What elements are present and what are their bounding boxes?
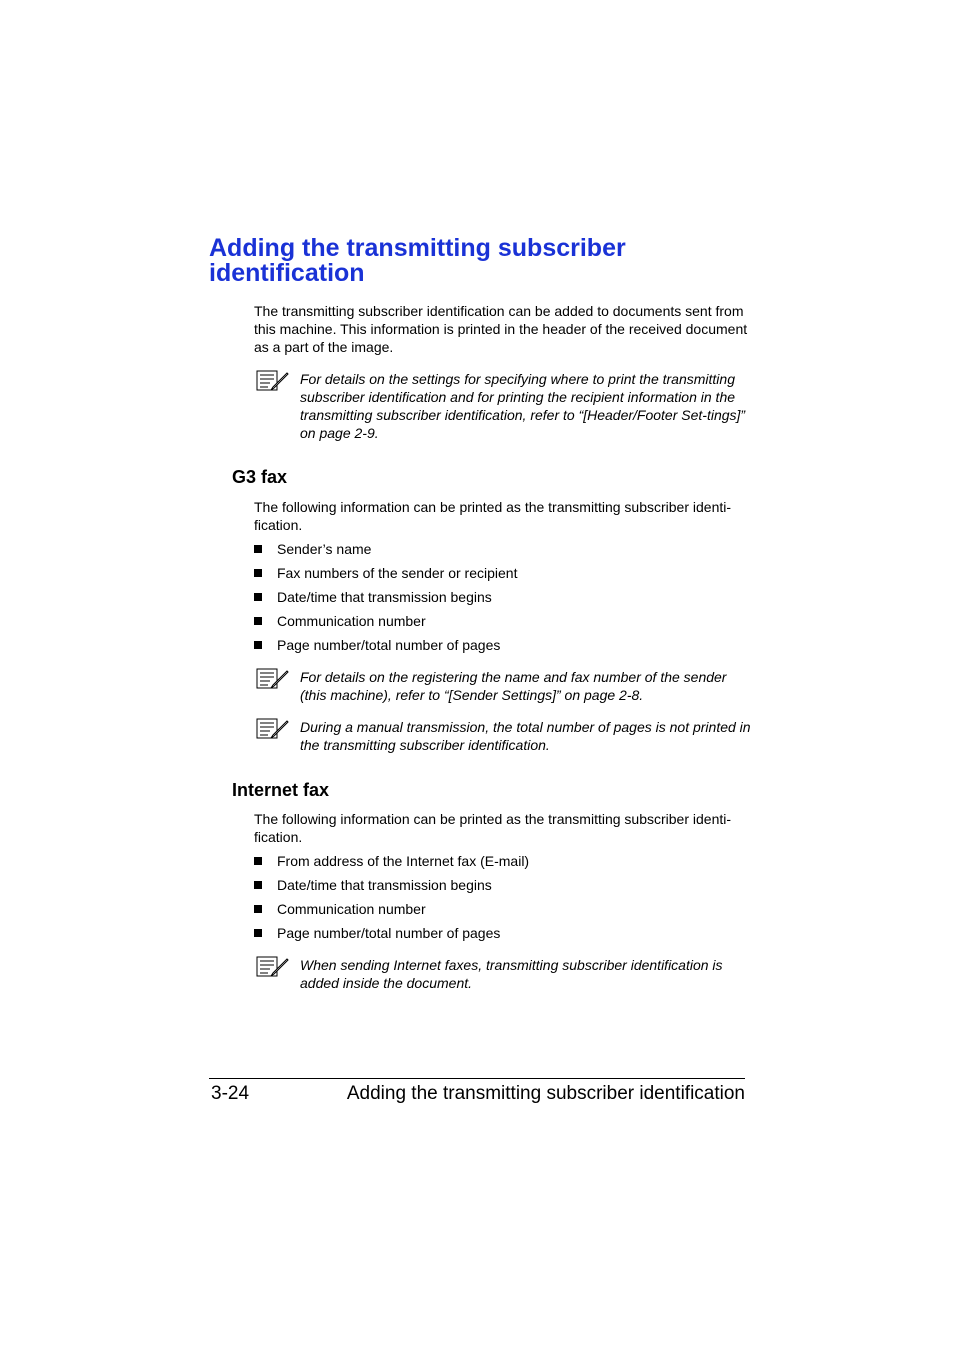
square-bullet-icon [254, 905, 262, 913]
square-bullet-icon [254, 545, 262, 553]
list-item: Sender’s name [254, 540, 749, 564]
list-item: Communication number [254, 612, 749, 636]
list-item: Fax numbers of the sender or recipient [254, 564, 749, 588]
square-bullet-icon [254, 881, 262, 889]
list-item: Communication number [254, 900, 749, 924]
list-item: Page number/total number of pages [254, 636, 749, 660]
footer-page-number: 3-24 [211, 1083, 250, 1104]
ifax-bullet-list [254, 852, 749, 948]
footer-divider [209, 1078, 745, 1079]
list-item: Date/time that transmission begins [254, 876, 749, 900]
note-pencil-icon [256, 718, 290, 740]
g3-intro-paragraph: The following information can be printed as the transmitting subscriber identi-fication. [254, 499, 732, 533]
ifax-intro-paragraph: The following information can be printed as the transmitting subscriber identi-fication. [254, 811, 732, 845]
list-item: Date/time that transmission begins [254, 588, 749, 612]
intro-paragraph: The transmitting subscriber identification can be added to documents sent from this machine. This information is printed in the header of the received document as a part of the image. [254, 303, 748, 355]
note-pencil-icon [256, 370, 290, 392]
note-pencil-icon [256, 956, 290, 978]
square-bullet-icon [254, 857, 262, 865]
section-title-internet-fax: Internet fax [232, 780, 330, 800]
square-bullet-icon [254, 929, 262, 937]
note-pencil-icon [256, 668, 290, 690]
note-text: For details on the settings for specifying where to print the transmitting subscriber identification and for printing the recipient information in the transmitting subscriber identification, refer to “[Header/Footer Set-tings]” on page 2-9. [300, 371, 746, 441]
square-bullet-icon [254, 569, 262, 577]
list-item: From address of the Internet fax (E-mail) [254, 852, 749, 876]
footer-chapter-title: Adding the transmitting subscriber identification [346, 1083, 745, 1104]
note-text: During a manual transmission, the total number of pages is not printed in the transmitting subscriber identification. [300, 719, 751, 753]
square-bullet-icon [254, 593, 262, 601]
square-bullet-icon [254, 641, 262, 649]
note-internet-fax [256, 956, 751, 992]
note-text: For details on the registering the name and fax number of the sender (this machine), refer to “[Sender Settings]” on page 2-8. [300, 669, 727, 703]
note-manual-transmission [256, 718, 751, 754]
note-text: When sending Internet faxes, transmitting subscriber identification is added inside the document. [300, 957, 723, 991]
square-bullet-icon [254, 617, 262, 625]
page-title: Adding the transmitting subscriber identification [209, 234, 626, 287]
list-item: Page number/total number of pages [254, 924, 749, 948]
g3-bullet-list [254, 540, 749, 660]
note-header-footer [256, 370, 751, 442]
note-sender-settings [256, 668, 751, 704]
section-title-g3-fax: G3 fax [232, 467, 288, 487]
